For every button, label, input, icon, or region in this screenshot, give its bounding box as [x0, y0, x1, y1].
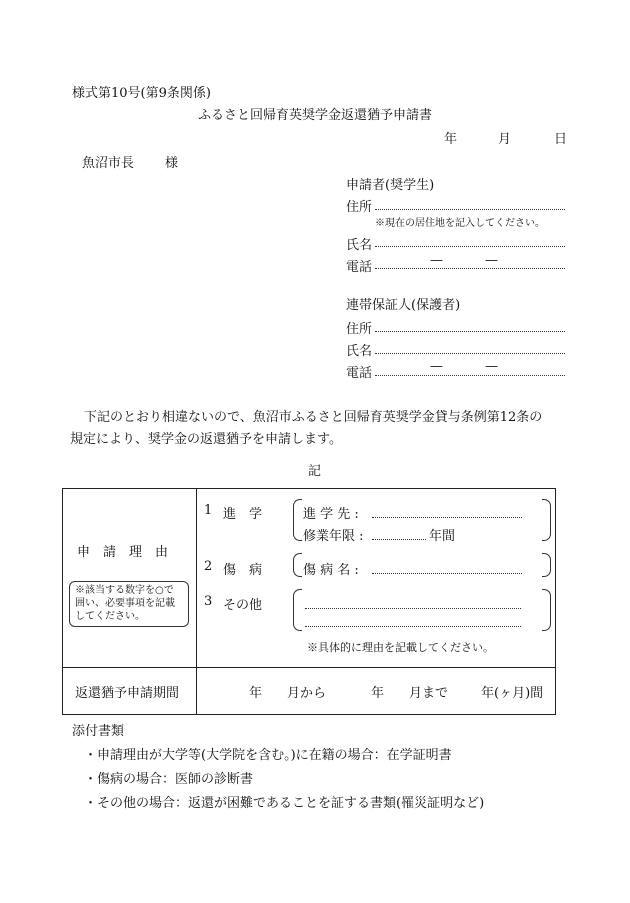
option-1-label: 進 学 — [223, 507, 263, 522]
applicant-name-label: 氏名 — [346, 238, 373, 253]
applicant-address-field[interactable] — [375, 209, 565, 210]
option-1-field-2-label: 修業年限 : — [303, 529, 364, 544]
date-month-label: 月 — [498, 132, 512, 147]
option-2-bracket-left — [293, 553, 302, 577]
option-1-bracket-right — [542, 499, 551, 541]
date-year-label: 年 — [444, 132, 458, 147]
option-1-field-1-label: 進 学 先 : — [303, 507, 359, 522]
option-2-bracket-right — [542, 553, 551, 577]
attachment-item: ・傷病の場合：医師の診断書 — [84, 772, 254, 787]
reason-label: 申 請 理 由 — [77, 545, 169, 560]
option-2-number[interactable]: 2 — [204, 559, 213, 574]
applicant-phone-sep-2: — — [485, 253, 498, 268]
period-month-until: 月まで — [409, 686, 449, 701]
guarantor-phone-field[interactable] — [375, 375, 565, 376]
period-month-from: 月から — [287, 686, 327, 701]
applicant-phone-sep-1: — — [430, 253, 443, 268]
other-reason-field-2[interactable] — [305, 626, 521, 627]
statement-line-1: 下記のとおり相違ないので、魚沼市ふるさと回帰育英奨学金貸与条例第12条の — [84, 410, 543, 425]
option-2-label: 傷 病 — [223, 563, 263, 578]
reason-options-cell — [197, 489, 556, 668]
option-1-number[interactable]: 1 — [204, 503, 213, 518]
guarantor-address-label: 住所 — [346, 322, 373, 337]
attachments-heading: 添付書類 — [72, 724, 125, 739]
guarantor-name-field[interactable] — [375, 353, 565, 354]
other-reason-field-1[interactable] — [305, 608, 521, 609]
reason-note-line-1: ※該当する数字を○で — [75, 585, 174, 596]
application-table — [62, 488, 556, 715]
reason-note-line-3: してください。 — [75, 611, 145, 622]
ki-label: 記 — [308, 464, 322, 479]
guarantor-phone-label: 電話 — [346, 366, 373, 381]
applicant-phone-field[interactable] — [375, 268, 565, 269]
option-1-field-2-unit: 年間 — [429, 529, 456, 544]
period-value-cell[interactable] — [197, 668, 556, 715]
applicant-heading: 申請者(奨学生) — [346, 178, 435, 193]
study-years-field[interactable] — [372, 539, 426, 540]
guarantor-phone-sep-2: — — [485, 359, 498, 374]
illness-name-field[interactable] — [372, 573, 522, 574]
period-label-cell — [63, 668, 197, 715]
option-3-number[interactable]: 3 — [204, 594, 213, 609]
applicant-phone-label: 電話 — [346, 260, 373, 275]
guarantor-phone-sep-1: — — [430, 359, 443, 374]
reason-note-line-2: 囲い、必要事項を記載 — [75, 598, 175, 609]
option-3-bracket-left — [293, 589, 302, 631]
date-day-label: 日 — [554, 132, 568, 147]
attachment-item: ・その他の場合：返還が困難であることを証する書類(罹災証明など) — [84, 796, 485, 811]
applicant-address-note: ※現在の居住地を記入してください。 — [375, 218, 545, 229]
option-3-note: ※具体的に理由を記載してください。 — [307, 641, 494, 654]
statement-line-2: 規定により、奨学金の返還猶予を申請します。 — [70, 432, 342, 447]
addressee-honorific: 様 — [165, 156, 179, 171]
addressee-name: 魚沼市長 — [82, 156, 135, 171]
school-name-field[interactable] — [372, 517, 522, 518]
option-3-bracket-right — [542, 589, 551, 631]
attachment-item: ・申請理由が大学等(大学院を含む。)に在籍の場合：在学証明書 — [84, 748, 452, 763]
period-year-2: 年 — [371, 686, 385, 701]
form-number: 様式第10号(第9条関係) — [72, 86, 211, 101]
reason-label-cell — [63, 489, 197, 668]
applicant-address-label: 住所 — [346, 200, 373, 215]
document-title: ふるさと回帰育英奨学金返還猶予申請書 — [198, 108, 433, 123]
period-duration: 年(ヶ月)間 — [481, 686, 544, 701]
guarantor-address-field[interactable] — [375, 331, 565, 332]
option-2-field-1-label: 傷 病 名 : — [303, 563, 359, 578]
guarantor-name-label: 氏名 — [346, 344, 373, 359]
guarantor-heading: 連帯保証人(保護者) — [346, 298, 461, 313]
option-1-bracket-left — [293, 499, 302, 541]
applicant-name-field[interactable] — [375, 246, 565, 247]
period-year-1: 年 — [249, 686, 263, 701]
option-3-label: その他 — [223, 598, 263, 613]
reason-note — [75, 584, 175, 623]
period-label: 返還猶予申請期間 — [75, 686, 180, 701]
